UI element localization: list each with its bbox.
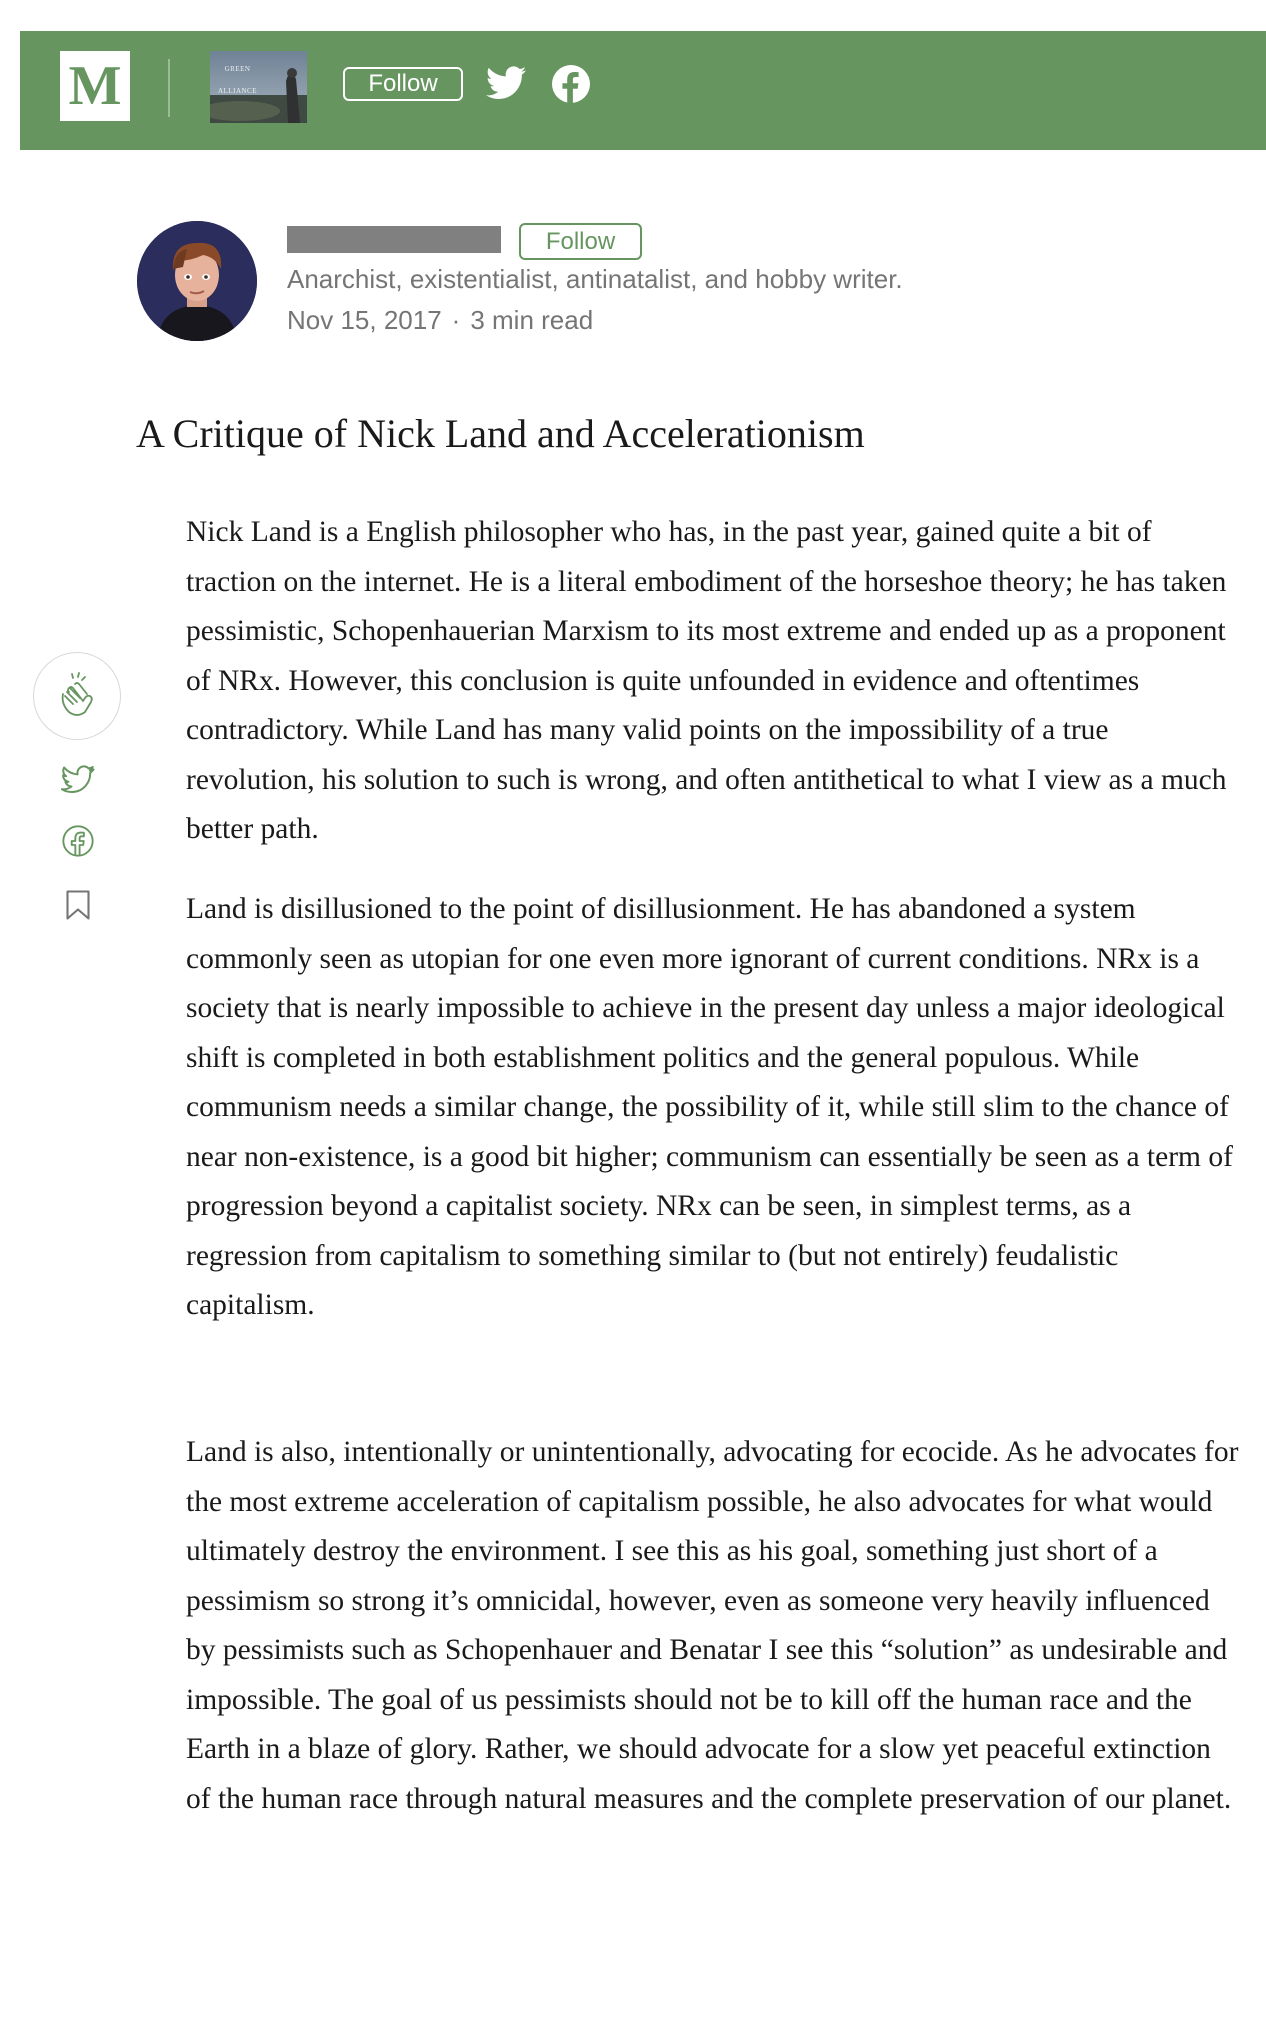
author-bio: Anarchist, existentialist, antinatalist, and hobby writer. — [287, 264, 903, 294]
twitter-icon[interactable] — [486, 65, 526, 101]
author-avatar-image — [137, 221, 257, 341]
facebook-icon[interactable] — [552, 65, 590, 103]
read-time: 3 min read — [470, 305, 594, 335]
clap-button[interactable] — [33, 652, 121, 740]
author-name-redacted — [287, 226, 501, 253]
publication-thumbnail-text-2: ALLIANCE — [218, 87, 257, 95]
publication-thumbnail[interactable] — [210, 51, 307, 123]
article-paragraph-3: Land is also, intentionally or unintentionally, advocating for ecocide. As he advocates for the most extreme acceleration of capitalism possible, he also advocates for what would ultimately destroy the environment. I see this as his goal, something just short of a pessimism so strong it’s omnicidal, however, even as someone very heavily influenced by pessimists such as Schopenhauer and Benatar I see this “solution” as undesirable and impossible. The goal of us pessimists should not be to kill off the human race and the Earth in a blaze of glory. Rather, we should advocate for a slow yet peaceful extinction of the human race through natural measures and the complete preservation of our planet. — [186, 1436, 1239, 1815]
article-paragraph-2: Land is disillusioned to the point of disillusionment. He has abandoned a system commonly seen as utopian for one even more ignorant of current conditions. NRx is a society that is nearly impossible to achieve in the present day unless a major ideological shift is completed in both establishment politics and the general populous. While communism needs a similar change, the possibility of it, while still slim to the chance of near non-existence, is a good bit higher; communism can essentially be seen as a term of progression beyond a capitalist society. NRx can be seen, in simplest terms, as a regression from capitalism to something similar to (but not entirely) feudalistic capitalism. — [186, 893, 1233, 1321]
follow-publication-button[interactable]: Follow — [343, 67, 463, 101]
medium-logo[interactable]: M — [60, 51, 130, 121]
author-avatar[interactable] — [137, 221, 257, 341]
bookmark-icon[interactable] — [66, 890, 90, 920]
post-meta — [287, 305, 593, 336]
twitter-share-icon[interactable] — [61, 765, 95, 795]
facebook-share-icon[interactable] — [62, 825, 94, 857]
follow-author-button[interactable]: Follow — [519, 223, 642, 260]
post-date: Nov 15, 2017 — [287, 305, 442, 335]
header-divider — [168, 59, 170, 117]
article-paragraph-1: Nick Land is a English philosopher who has, in the past year, gained quite a bit of traction on the internet. He is a literal embodiment of the horseshoe theory; he has taken pessimistic, Schopenhauerian Marxism to its most extreme and ended up as a proponent of NRx. However, this conclusion is quite unfounded in evidence and oftentimes contradictory. While Land has many valid points on the impossibility of a true revolution, his solution to such is wrong, and often antithetical to what I view as a much better path. — [186, 516, 1227, 845]
clap-icon — [53, 672, 101, 720]
article-title: A Critique of Nick Land and Accelerationism — [136, 411, 865, 456]
publication-header-bar — [20, 31, 1266, 150]
meta-separator: · — [451, 305, 461, 335]
publication-thumbnail-text-1: GREEN — [224, 65, 251, 73]
